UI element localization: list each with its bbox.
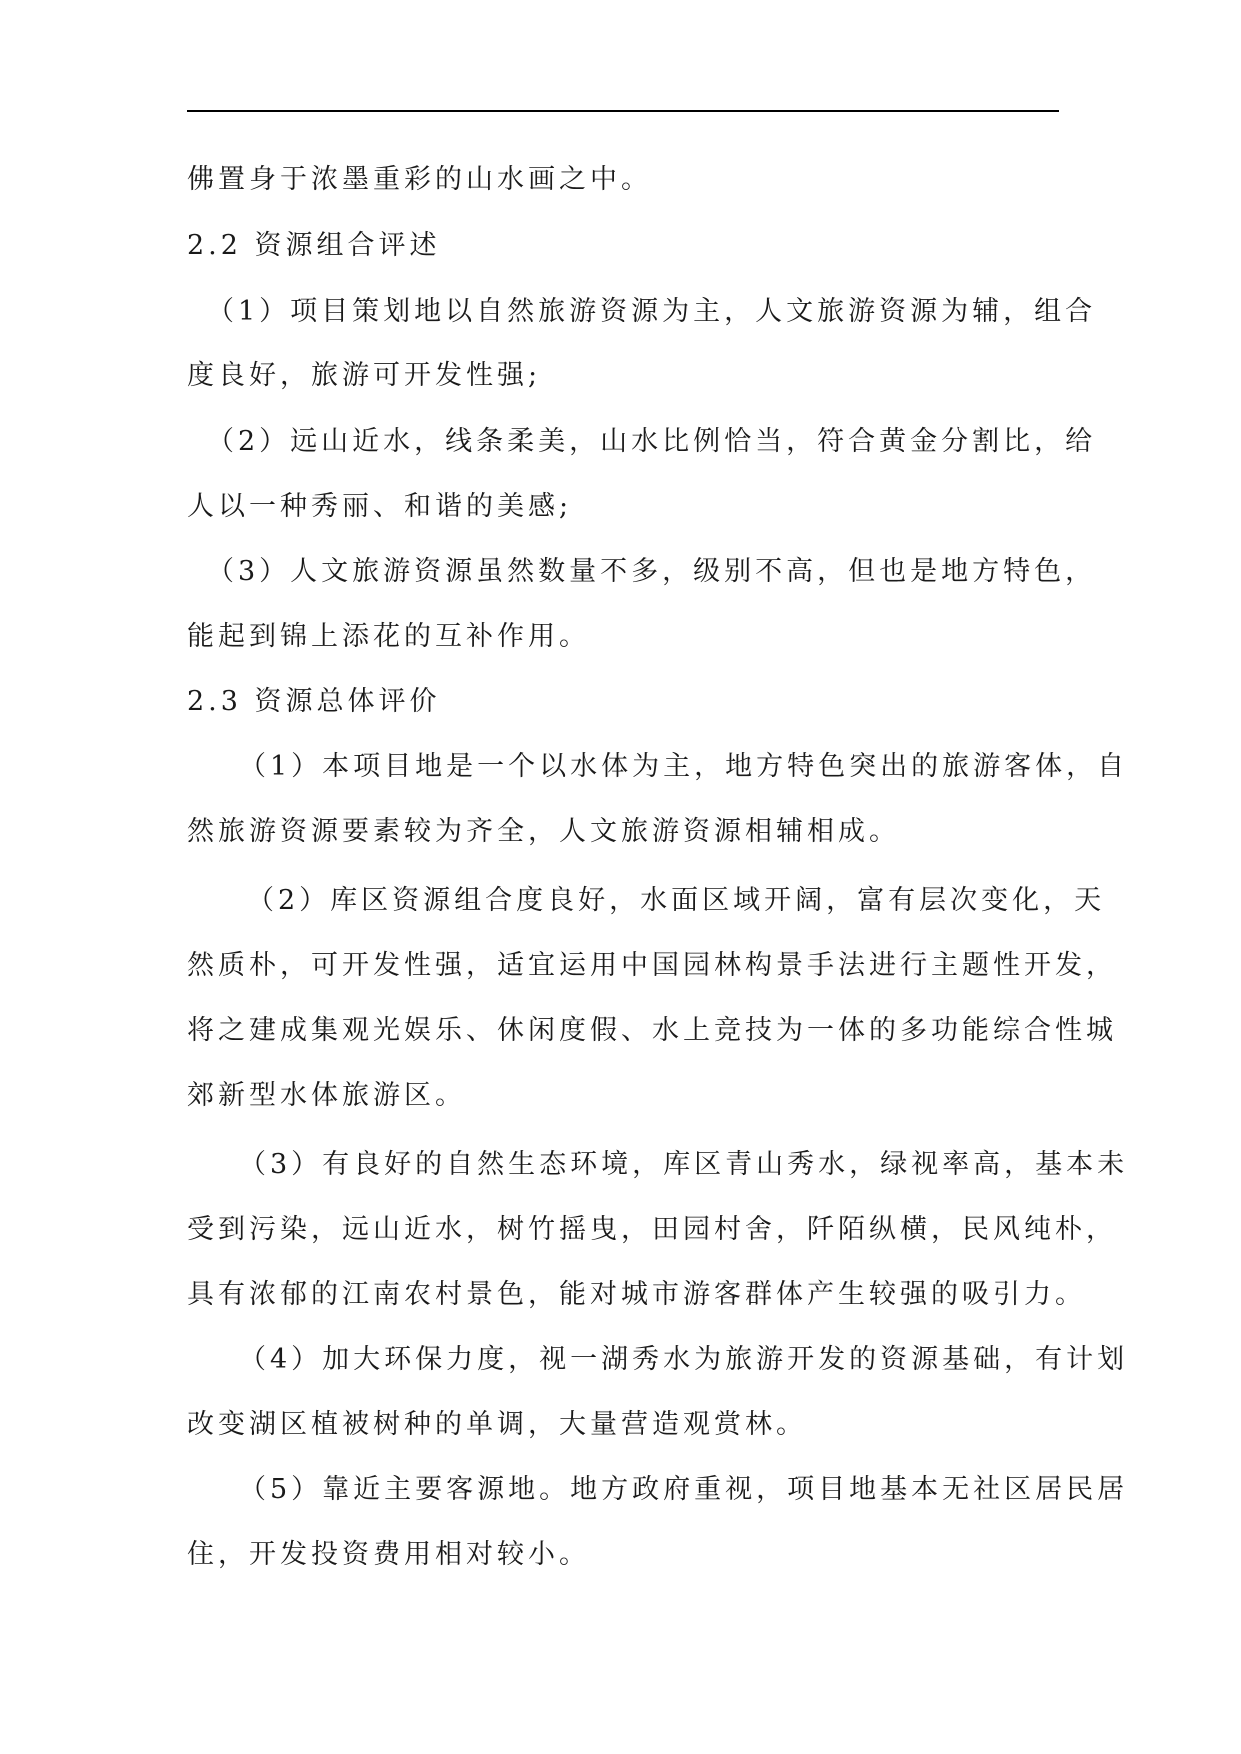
paragraph-line: （1）本项目地是一个以水体为主，地方特色突出的旅游客体，自	[239, 751, 1129, 782]
paragraph-line: 度良好，旅游可开发性强;	[187, 360, 542, 391]
paragraph-line: （1）项目策划地以自然旅游资源为主，人文旅游资源为辅，组合	[207, 296, 1097, 327]
paragraph-line: 佛置身于浓墨重彩的山水画之中。	[187, 164, 652, 195]
paragraph-line: （2）远山近水，线条柔美，山水比例恰当，符合黄金分割比，给	[207, 426, 1097, 457]
paragraph-line: 将之建成集观光娱乐、休闲度假、水上竞技为一体的多功能综合性城	[187, 1015, 1117, 1046]
section-heading-2-2: 2.2 资源组合评述	[187, 230, 441, 261]
paragraph-line: （3）有良好的自然生态环境，库区青山秀水，绿视率高，基本未	[239, 1149, 1129, 1180]
paragraph-line: 然旅游资源要素较为齐全，人文旅游资源相辅相成。	[187, 816, 900, 847]
paragraph-line: 具有浓郁的江南农村景色，能对城市游客群体产生较强的吸引力。	[187, 1279, 1086, 1310]
paragraph-line: 受到污染，远山近水，树竹摇曳，田园村舍，阡陌纵横，民风纯朴，	[187, 1214, 1117, 1245]
paragraph-line: 人以一种秀丽、和谐的美感;	[187, 491, 573, 522]
paragraph-line: 改变湖区植被树种的单调，大量营造观赏林。	[187, 1409, 807, 1440]
paragraph-line: 郊新型水体旅游区。	[187, 1080, 466, 1111]
paragraph-line: （5）靠近主要客源地。地方政府重视，项目地基本无社区居民居	[239, 1474, 1129, 1505]
paragraph-line: 住，开发投资费用相对较小。	[187, 1539, 590, 1570]
section-heading-2-3: 2.3 资源总体评价	[187, 686, 441, 717]
paragraph-line: （3）人文旅游资源虽然数量不多，级别不高，但也是地方特色，	[207, 556, 1097, 587]
paragraph-line: 能起到锦上添花的互补作用。	[187, 621, 590, 652]
paragraph-line: 然质朴，可开发性强，适宜运用中国园林构景手法进行主题性开发，	[187, 950, 1117, 981]
paragraph-line: （2）库区资源组合度良好，水面区域开阔，富有层次变化，天	[247, 885, 1106, 916]
header-rule	[187, 110, 1059, 112]
paragraph-line: （4）加大环保力度，视一湖秀水为旅游开发的资源基础，有计划	[239, 1344, 1129, 1375]
